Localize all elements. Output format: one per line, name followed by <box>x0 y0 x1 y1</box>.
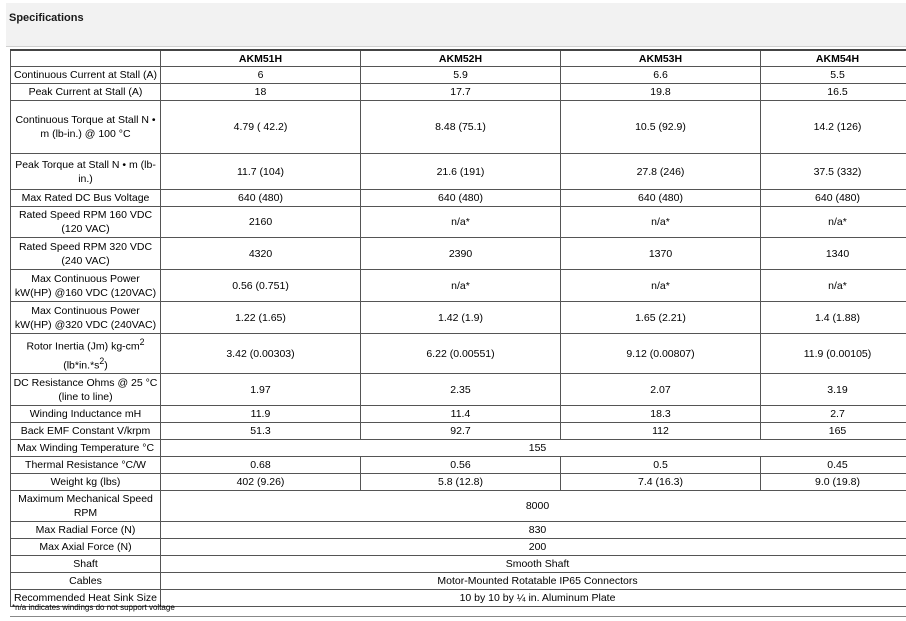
cell-value: 92.7 <box>361 423 561 440</box>
cell-value: n/a* <box>561 270 761 302</box>
footnote-divider <box>10 616 906 617</box>
cell-value: 11.9 <box>161 406 361 423</box>
cell-value: 17.7 <box>361 84 561 101</box>
row-label: Peak Current at Stall (A) <box>11 84 161 101</box>
cell-value: 2.7 <box>761 406 906 423</box>
section-title: Specifications <box>9 12 84 24</box>
cell-value: 11.7 (104) <box>161 154 361 190</box>
table-row <box>11 374 906 406</box>
cell-value: 10 by 10 by ¼ in. Aluminum Plate <box>161 590 906 607</box>
cell-value: 9.0 (19.8) <box>761 474 906 491</box>
cell-value: 640 (480) <box>361 190 561 207</box>
row-label: Max Axial Force (N) <box>11 539 161 556</box>
table-row <box>11 101 906 154</box>
cell-value: 1.65 (2.21) <box>561 302 761 334</box>
cell-value: 1.4 (1.88) <box>761 302 906 334</box>
cell-value: 37.5 (332) <box>761 154 906 190</box>
table-row <box>11 406 906 423</box>
column-header: AKM54H <box>761 50 906 67</box>
table-row <box>11 423 906 440</box>
cell-value: 9.12 (0.00807) <box>561 334 761 374</box>
superscript: 2 <box>139 337 145 347</box>
cell-value: 640 (480) <box>561 190 761 207</box>
table-row <box>11 573 906 590</box>
row-label: Max Rated DC Bus Voltage <box>11 190 161 207</box>
cell-value: 6.22 (0.00551) <box>361 334 561 374</box>
cell-value: 0.56 <box>361 457 561 474</box>
cell-value: 5.5 <box>761 67 906 84</box>
row-label: Weight kg (lbs) <box>11 474 161 491</box>
cell-value: 27.8 (246) <box>561 154 761 190</box>
table-row <box>11 302 906 334</box>
table-row <box>11 539 906 556</box>
cell-value: 2160 <box>161 207 361 238</box>
cell-value: 165 <box>761 423 906 440</box>
cell-value: n/a* <box>361 270 561 302</box>
row-label <box>11 334 161 374</box>
cell-value: 112 <box>561 423 761 440</box>
column-header: AKM53H <box>561 50 761 67</box>
superscript: 2 <box>99 355 105 366</box>
cell-value: 10.5 (92.9) <box>561 101 761 154</box>
row-label: Max Continuous Power kW(HP) @160 VDC (120VAC) <box>11 270 161 302</box>
row-label-text: ) <box>104 359 108 371</box>
cell-value: 5.8 (12.8) <box>361 474 561 491</box>
row-label: Back EMF Constant V/krpm <box>11 423 161 440</box>
cell-value: 21.6 (191) <box>361 154 561 190</box>
cell-value: 6 <box>161 67 361 84</box>
table-row <box>11 522 906 539</box>
table-row <box>11 207 906 238</box>
row-label: Max Continuous Power kW(HP) @320 VDC (240VAC) <box>11 302 161 334</box>
row-label-text: Rotor Inertia (Jm) kg-cm <box>26 340 140 353</box>
cell-value: 14.2 (126) <box>761 101 906 154</box>
row-label-text: (lb*in.*s <box>63 359 100 371</box>
specifications-table <box>10 49 906 607</box>
cell-value: 6.6 <box>561 67 761 84</box>
cell-value: 640 (480) <box>161 190 361 207</box>
cell-value: 2.35 <box>361 374 561 406</box>
cell-value: 8000 <box>161 491 906 522</box>
row-label: Cables <box>11 573 161 590</box>
table-row <box>11 154 906 190</box>
cell-value: 5.9 <box>361 67 561 84</box>
cell-value: 11.9 (0.00105) <box>761 334 906 374</box>
cell-value: 0.5 <box>561 457 761 474</box>
row-label: Recommended Heat Sink Size <box>11 590 161 607</box>
cell-value: 51.3 <box>161 423 361 440</box>
row-label: Thermal Resistance °C/W <box>11 457 161 474</box>
cell-value: 1.22 (1.65) <box>161 302 361 334</box>
table-row <box>11 556 906 573</box>
cell-value: 1370 <box>561 238 761 270</box>
cell-value: 2.07 <box>561 374 761 406</box>
cell-value: 2390 <box>361 238 561 270</box>
cell-value: 155 <box>161 440 906 457</box>
cell-value: 11.4 <box>361 406 561 423</box>
row-label: Peak Torque at Stall N • m (lb-in.) <box>11 154 161 190</box>
cell-value: n/a* <box>761 270 906 302</box>
table-row <box>11 270 906 302</box>
table-row <box>11 67 906 84</box>
footnote: *n/a indicates windings do not support voltage <box>12 603 175 612</box>
table-row <box>11 84 906 101</box>
table-row <box>11 491 906 522</box>
cell-value: 0.68 <box>161 457 361 474</box>
row-label: Max Radial Force (N) <box>11 522 161 539</box>
row-label: Rated Speed RPM 320 VDC (240 VAC) <box>11 238 161 270</box>
table-row <box>11 190 906 207</box>
cell-value: 19.8 <box>561 84 761 101</box>
cell-value: 1.97 <box>161 374 361 406</box>
section-header <box>6 3 906 47</box>
row-label: Continuous Current at Stall (A) <box>11 67 161 84</box>
cell-value: n/a* <box>561 207 761 238</box>
table-header-row <box>11 50 906 67</box>
cell-value: n/a* <box>361 207 561 238</box>
cell-value: 4.79 ( 42.2) <box>161 101 361 154</box>
cell-value: 1340 <box>761 238 906 270</box>
header-label-cell <box>11 50 161 67</box>
cell-value: 8.48 (75.1) <box>361 101 561 154</box>
table-row <box>11 474 906 491</box>
cell-value: 1.42 (1.9) <box>361 302 561 334</box>
cell-value: 200 <box>161 539 906 556</box>
table-row <box>11 334 906 374</box>
cell-value: 0.56 (0.751) <box>161 270 361 302</box>
cell-value: 830 <box>161 522 906 539</box>
cell-value: 4320 <box>161 238 361 270</box>
cell-value: 640 (480) <box>761 190 906 207</box>
cell-value: 0.45 <box>761 457 906 474</box>
table-row <box>11 238 906 270</box>
cell-value: 7.4 (16.3) <box>561 474 761 491</box>
row-label: Shaft <box>11 556 161 573</box>
cell-value: 3.42 (0.00303) <box>161 334 361 374</box>
cell-value: 402 (9.26) <box>161 474 361 491</box>
cell-value: 3.19 <box>761 374 906 406</box>
table-row <box>11 457 906 474</box>
row-label: Max Winding Temperature °C <box>11 440 161 457</box>
column-header: AKM52H <box>361 50 561 67</box>
row-label: Continuous Torque at Stall N • m (lb-in.) @ 100 °C <box>11 101 161 154</box>
row-label: Rated Speed RPM 160 VDC (120 VAC) <box>11 207 161 238</box>
row-label: DC Resistance Ohms @ 25 °C (line to line) <box>11 374 161 406</box>
row-label: Maximum Mechanical Speed RPM <box>11 491 161 522</box>
cell-value: 16.5 <box>761 84 906 101</box>
cell-value: 18 <box>161 84 361 101</box>
cell-value: n/a* <box>761 207 906 238</box>
table-row <box>11 440 906 457</box>
row-label: Winding Inductance mH <box>11 406 161 423</box>
cell-value: Smooth Shaft <box>161 556 906 573</box>
cell-value: Motor-Mounted Rotatable IP65 Connectors <box>161 573 906 590</box>
column-header: AKM51H <box>161 50 361 67</box>
cell-value: 18.3 <box>561 406 761 423</box>
